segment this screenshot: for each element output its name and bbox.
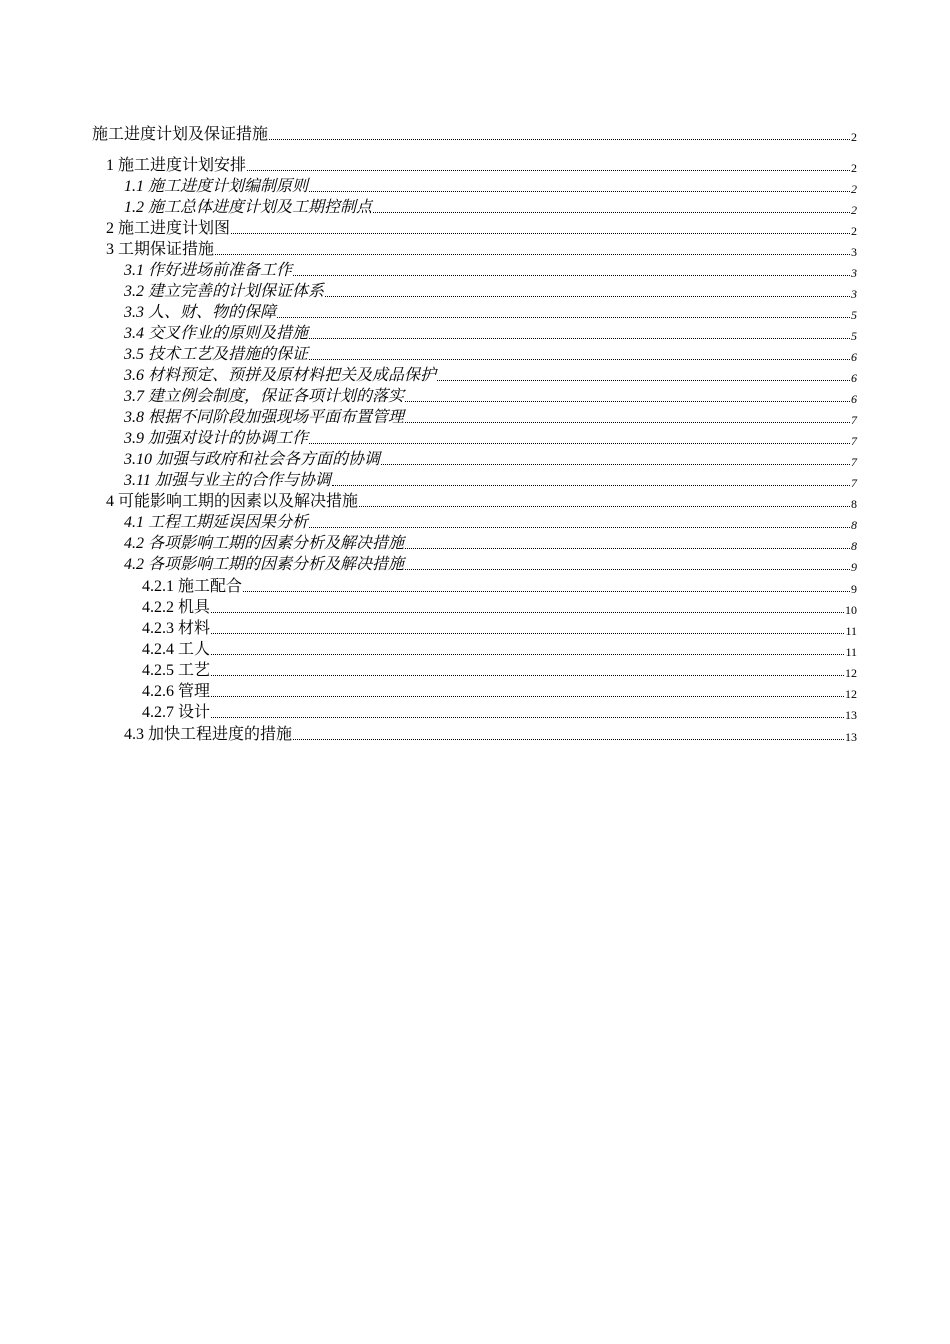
toc-entry-level3[interactable] — [124, 322, 857, 343]
toc-entry-level2[interactable] — [106, 154, 857, 175]
toc-entry-level3[interactable] — [124, 448, 857, 469]
toc-entry-level1[interactable] — [92, 123, 857, 144]
toc-dot-leader — [332, 485, 850, 486]
toc-entry-page: 3 — [851, 266, 857, 280]
toc-entry-page: 9 — [851, 560, 857, 574]
toc-entry-page: 7 — [851, 413, 857, 427]
toc-entry-level3[interactable] — [124, 301, 857, 322]
toc-dot-leader — [405, 401, 850, 402]
toc-entry-level2[interactable] — [106, 217, 857, 238]
toc-entry-level3[interactable] — [124, 532, 857, 553]
toc-dot-leader — [373, 212, 850, 213]
toc-entry-level4[interactable] — [142, 659, 857, 680]
toc-dot-leader — [211, 654, 844, 655]
toc-dot-leader — [325, 296, 850, 297]
toc-entry-title: 4 可能影响工期的因素以及解决措施 — [106, 493, 359, 510]
toc-entry-level3[interactable] — [124, 553, 857, 574]
toc-dot-leader — [359, 506, 850, 507]
toc-entry-title: 2 施工进度计划图 — [106, 220, 231, 237]
toc-dot-leader — [269, 139, 850, 140]
toc-entry-page: 2 — [851, 130, 857, 144]
toc-entry-level4[interactable] — [142, 638, 857, 659]
toc-entry-level4[interactable] — [142, 575, 857, 596]
toc-entry-page: 11 — [845, 645, 857, 659]
toc-entry-title: 3.7 建立例会制度，保证各项计划的落实 — [124, 388, 405, 405]
toc-entry-title: 4.2.1 施工配合 — [142, 578, 243, 595]
toc-dot-leader — [405, 569, 850, 570]
toc-dot-leader — [309, 191, 850, 192]
toc-entry-page: 6 — [851, 392, 857, 406]
toc-entry-title: 3.11 加强与业主的合作与协调 — [124, 472, 331, 489]
toc-entry-page: 8 — [851, 518, 857, 532]
toc-dot-leader — [293, 275, 850, 276]
toc-entry-level3[interactable] — [124, 196, 857, 217]
toc-entry-level3[interactable] — [124, 364, 857, 385]
toc-entry-title: 3.6 材料预定、预拼及原材料把关及成品保护 — [124, 367, 437, 384]
toc-entry-title: 3.9 加强对设计的协调工作 — [124, 430, 309, 447]
toc-entry-title: 3.4 交叉作业的原则及措施 — [124, 325, 309, 342]
toc-dot-leader — [309, 338, 850, 339]
toc-entry-level2[interactable] — [106, 238, 857, 259]
toc-entry-page: 8 — [851, 539, 857, 553]
toc-entry-title: 施工进度计划及保证措施 — [92, 126, 269, 143]
toc-dot-leader — [405, 548, 850, 549]
toc-dot-leader — [231, 233, 850, 234]
toc-dot-leader — [247, 170, 850, 171]
toc-entry-title: 3.3 人、财、物的保障 — [124, 304, 277, 321]
toc-entry-title: 3.5 技术工艺及措施的保证 — [124, 346, 309, 363]
toc-entry-page: 2 — [851, 203, 857, 217]
toc-entry-title: 4.2.6 管理 — [142, 683, 211, 700]
toc-entry-page: 7 — [851, 434, 857, 448]
toc-entry-page: 9 — [851, 582, 857, 596]
toc-entry-page: 5 — [851, 329, 857, 343]
toc-entry-page: 7 — [851, 476, 857, 490]
toc-entry-title: 4.3 加快工程进度的措施 — [124, 726, 293, 743]
toc-dot-leader — [211, 696, 844, 697]
toc-entry-page: 6 — [851, 350, 857, 364]
toc-dot-leader — [215, 254, 850, 255]
toc-dot-leader — [211, 633, 844, 634]
toc-entry-title: 4.2.7 设计 — [142, 704, 211, 721]
toc-entry-level3[interactable] — [124, 175, 857, 196]
toc-entry-page: 12 — [845, 666, 857, 680]
toc-entry-title: 4.2.3 材料 — [142, 620, 211, 637]
toc-entry-title: 4.2 各项影响工期的因素分析及解决措施 — [124, 535, 405, 552]
toc-entry-page: 5 — [851, 308, 857, 322]
toc-dot-leader — [309, 359, 850, 360]
toc-dot-leader — [277, 317, 850, 318]
toc-entry-level2[interactable] — [106, 490, 857, 511]
toc-dot-leader — [405, 422, 850, 423]
toc-entry-page: 7 — [851, 455, 857, 469]
toc-entry-level4[interactable] — [142, 680, 857, 701]
toc-entry-title: 3 工期保证措施 — [106, 241, 215, 258]
toc-entry-level3[interactable] — [124, 343, 857, 364]
toc-entry-level3[interactable] — [124, 280, 857, 301]
toc-entry-level3[interactable] — [124, 427, 857, 448]
toc-dot-leader — [381, 464, 850, 465]
toc-entry-page: 6 — [851, 371, 857, 385]
toc-entry-title: 3.10 加强与政府和社会各方面的协调 — [124, 451, 381, 468]
toc-entry-page: 8 — [851, 497, 857, 511]
toc-entry-level3[interactable] — [124, 259, 857, 280]
toc-dot-leader — [211, 675, 844, 676]
toc-entry-title: 4.1 工程工期延误因果分析 — [124, 514, 309, 531]
toc-dot-leader — [293, 739, 844, 740]
toc-entry-title: 4.2.2 机具 — [142, 599, 211, 616]
toc-entry-level3[interactable] — [124, 723, 857, 744]
toc-entry-level3[interactable] — [124, 385, 857, 406]
toc-entry-title: 3.2 建立完善的计划保证体系 — [124, 283, 325, 300]
toc-entry-title: 4.2 各项影响工期的因素分析及解决措施 — [124, 556, 405, 573]
toc-entry-page: 3 — [851, 287, 857, 301]
toc-entry-page: 10 — [845, 603, 857, 617]
toc-dot-leader — [211, 612, 844, 613]
toc-entry-title: 3.1 作好进场前准备工作 — [124, 262, 293, 279]
toc-entry-title: 1.2 施工总体进度计划及工期控制点 — [124, 199, 373, 216]
toc-entry-page: 13 — [845, 708, 857, 722]
toc-entry-page: 12 — [845, 687, 857, 701]
toc-entry-title: 3.8 根据不同阶段加强现场平面布置管理 — [124, 409, 405, 426]
toc-dot-leader — [243, 591, 850, 592]
toc-entry-level4[interactable] — [142, 617, 857, 638]
toc-entry-title: 1 施工进度计划安排 — [106, 157, 247, 174]
toc-entry-page: 2 — [851, 224, 857, 238]
toc-entry-level4[interactable] — [142, 596, 857, 617]
toc-entry-level3[interactable] — [124, 406, 857, 427]
toc-entry-page: 2 — [851, 161, 857, 175]
toc-entry-page: 3 — [851, 245, 857, 259]
toc-dot-leader — [211, 717, 844, 718]
toc-entry-title: 1.1 施工进度计划编制原则 — [124, 178, 309, 195]
toc-dot-leader — [437, 380, 850, 381]
toc-entry-page: 11 — [845, 624, 857, 638]
toc-dot-leader — [309, 443, 850, 444]
toc-entry-level3[interactable] — [124, 469, 857, 490]
toc-entry-title: 4.2.5 工艺 — [142, 662, 211, 679]
toc-dot-leader — [309, 527, 850, 528]
toc-entry-level3[interactable] — [124, 511, 857, 532]
toc-entry-page: 2 — [851, 182, 857, 196]
toc-entry-title: 4.2.4 工人 — [142, 641, 211, 658]
toc-entry-page: 13 — [845, 730, 857, 744]
toc-entry-level4[interactable] — [142, 701, 857, 722]
